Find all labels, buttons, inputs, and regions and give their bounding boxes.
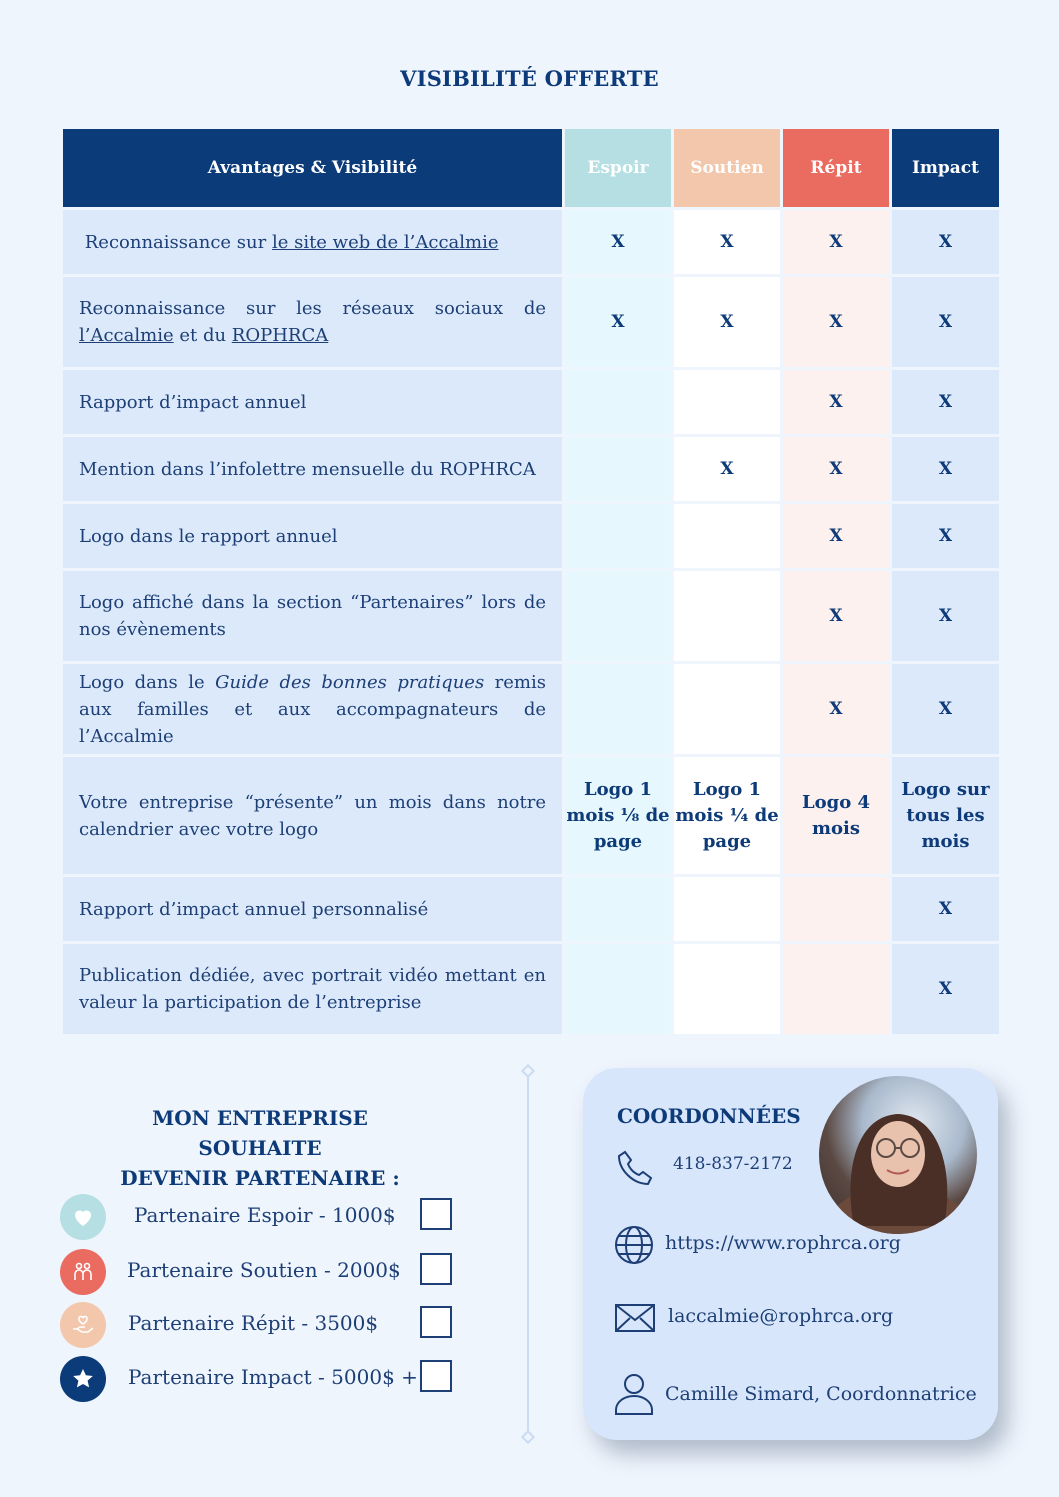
- row-label-text: Reconnaissance sur les réseaux sociaux de: [79, 298, 546, 319]
- cell-impact: X: [891, 436, 1001, 503]
- cell-repit: X: [782, 276, 891, 369]
- cell-soutien: Logo 1 mois ¼ de page: [673, 756, 782, 876]
- cell-impact: Logo sur tous les mois: [891, 756, 1001, 876]
- rophrca-link[interactable]: ROPHRCA: [231, 325, 329, 346]
- row-label: Rapport d’impact annuel: [62, 369, 564, 436]
- cell-soutien: X: [673, 209, 782, 276]
- row-label: Logo affiché dans la section “Partenaires” lors de nos évènements: [62, 570, 564, 663]
- cell-repit: [782, 876, 891, 943]
- header-advantages: Avantages & Visibilité: [62, 128, 564, 209]
- guide-title: Guide des bonnes pratiques: [215, 671, 485, 693]
- cell-espoir: [564, 503, 673, 570]
- row-label-text: Logo dans le: [79, 671, 216, 693]
- header-espoir: Espoir: [564, 128, 673, 209]
- contact-title: COORDONNÉES: [617, 1104, 801, 1128]
- envelope-icon: [613, 1300, 657, 1336]
- cell-soutien: [673, 503, 782, 570]
- cell-espoir: [564, 943, 673, 1036]
- cell-repit: X: [782, 209, 891, 276]
- table-row: [62, 756, 1001, 876]
- header-impact: Impact: [891, 128, 1001, 209]
- row-label: Mention dans l’infolettre mensuelle du ROPHRCA: [62, 436, 564, 503]
- checkbox-repit[interactable]: [420, 1306, 452, 1338]
- cell-repit: X: [782, 436, 891, 503]
- table-row: [62, 876, 1001, 943]
- table-row: [62, 276, 1001, 369]
- cell-espoir: X: [564, 276, 673, 369]
- globe-icon: [613, 1224, 655, 1266]
- cell-soutien: [673, 570, 782, 663]
- cell-espoir: Logo 1 mois ⅛ de page: [564, 756, 673, 876]
- phone-number[interactable]: 418-837-2172: [673, 1154, 793, 1174]
- cell-impact: X: [891, 503, 1001, 570]
- header-repit: Répit: [782, 128, 891, 209]
- page-title: VISIBILITÉ OFFERTE: [400, 66, 659, 91]
- cell-repit: X: [782, 503, 891, 570]
- row-label: Logo dans le rapport annuel: [62, 503, 564, 570]
- cell-impact: X: [891, 943, 1001, 1036]
- cell-impact: X: [891, 876, 1001, 943]
- cell-impact: X: [891, 663, 1001, 756]
- table-row: [62, 503, 1001, 570]
- contact-card: [583, 1068, 998, 1440]
- table-row: [62, 663, 1001, 756]
- row-label: [62, 276, 564, 369]
- table-row: [62, 570, 1001, 663]
- checkbox-impact[interactable]: [420, 1360, 452, 1392]
- partner-title-line: DEVENIR PARTENAIRE :: [120, 1166, 400, 1190]
- cell-repit: X: [782, 570, 891, 663]
- table-row: [62, 209, 1001, 276]
- cell-impact: X: [891, 570, 1001, 663]
- row-label: [62, 663, 564, 756]
- star-icon: [60, 1356, 106, 1402]
- option-label: Partenaire Espoir - 1000$: [134, 1203, 396, 1227]
- table-row: [62, 369, 1001, 436]
- header-soutien: Soutien: [673, 128, 782, 209]
- cell-impact: X: [891, 209, 1001, 276]
- cell-soutien: X: [673, 436, 782, 503]
- option-espoir: [60, 1194, 460, 1240]
- row-label-text: remis aux familles et aux accompagnateurs de l’Accalmie: [79, 671, 546, 747]
- cell-soutien: [673, 943, 782, 1036]
- cell-espoir: X: [564, 209, 673, 276]
- table-row: [62, 436, 1001, 503]
- cell-repit: [782, 943, 891, 1036]
- coordinator-photo: [819, 1076, 977, 1234]
- partner-form-title: [90, 1103, 430, 1193]
- table-header-row: [62, 128, 1001, 209]
- coordinator-name: Camille Simard, Coordonnatrice: [665, 1383, 977, 1405]
- option-soutien: [60, 1249, 460, 1295]
- checkbox-espoir[interactable]: [420, 1198, 452, 1230]
- cell-repit: Logo 4 mois: [782, 756, 891, 876]
- option-impact: [60, 1356, 460, 1402]
- people-icon: [60, 1249, 106, 1295]
- option-label: Partenaire Impact - 5000$ +: [128, 1365, 418, 1389]
- website-link[interactable]: https://www.rophrca.org: [665, 1232, 901, 1254]
- row-label: Rapport d’impact annuel personnalisé: [62, 876, 564, 943]
- row-label: [62, 209, 564, 276]
- cell-impact: X: [891, 276, 1001, 369]
- cell-repit: X: [782, 663, 891, 756]
- row-label-text: et du: [173, 325, 232, 346]
- cell-repit: X: [782, 369, 891, 436]
- option-label: Partenaire Soutien - 2000$: [127, 1258, 401, 1282]
- cell-espoir: [564, 369, 673, 436]
- table-row: [62, 943, 1001, 1036]
- checkbox-soutien[interactable]: [420, 1253, 452, 1285]
- cell-soutien: [673, 369, 782, 436]
- cell-soutien: [673, 876, 782, 943]
- cell-soutien: X: [673, 276, 782, 369]
- row-label: Publication dédiée, avec portrait vidéo mettant en valeur la participation de l’entreprise: [62, 943, 564, 1036]
- cell-soutien: [673, 663, 782, 756]
- vertical-divider: [527, 1072, 529, 1436]
- person-icon: [613, 1372, 655, 1416]
- email-link[interactable]: laccalmie@rophrca.org: [668, 1305, 894, 1327]
- heart-icon: [60, 1194, 106, 1240]
- cell-espoir: [564, 570, 673, 663]
- visibility-table: [60, 126, 1002, 1037]
- cell-espoir: [564, 436, 673, 503]
- cell-espoir: [564, 663, 673, 756]
- cell-espoir: [564, 876, 673, 943]
- helping-hand-icon: [60, 1302, 106, 1348]
- site-web-link[interactable]: le site web de l’Accalmie: [271, 231, 499, 253]
- accalmie-link[interactable]: l’Accalmie: [79, 325, 174, 346]
- partner-title-line: MON ENTREPRISE SOUHAITE: [152, 1106, 368, 1160]
- row-label-text: Reconnaissance sur: [84, 231, 272, 253]
- option-label: Partenaire Répit - 3500$: [128, 1311, 379, 1335]
- option-repit: [60, 1302, 460, 1348]
- cell-impact: X: [891, 369, 1001, 436]
- phone-icon: [613, 1146, 657, 1190]
- row-label: Votre entreprise “présente” un mois dans notre calendrier avec votre logo: [62, 756, 564, 876]
